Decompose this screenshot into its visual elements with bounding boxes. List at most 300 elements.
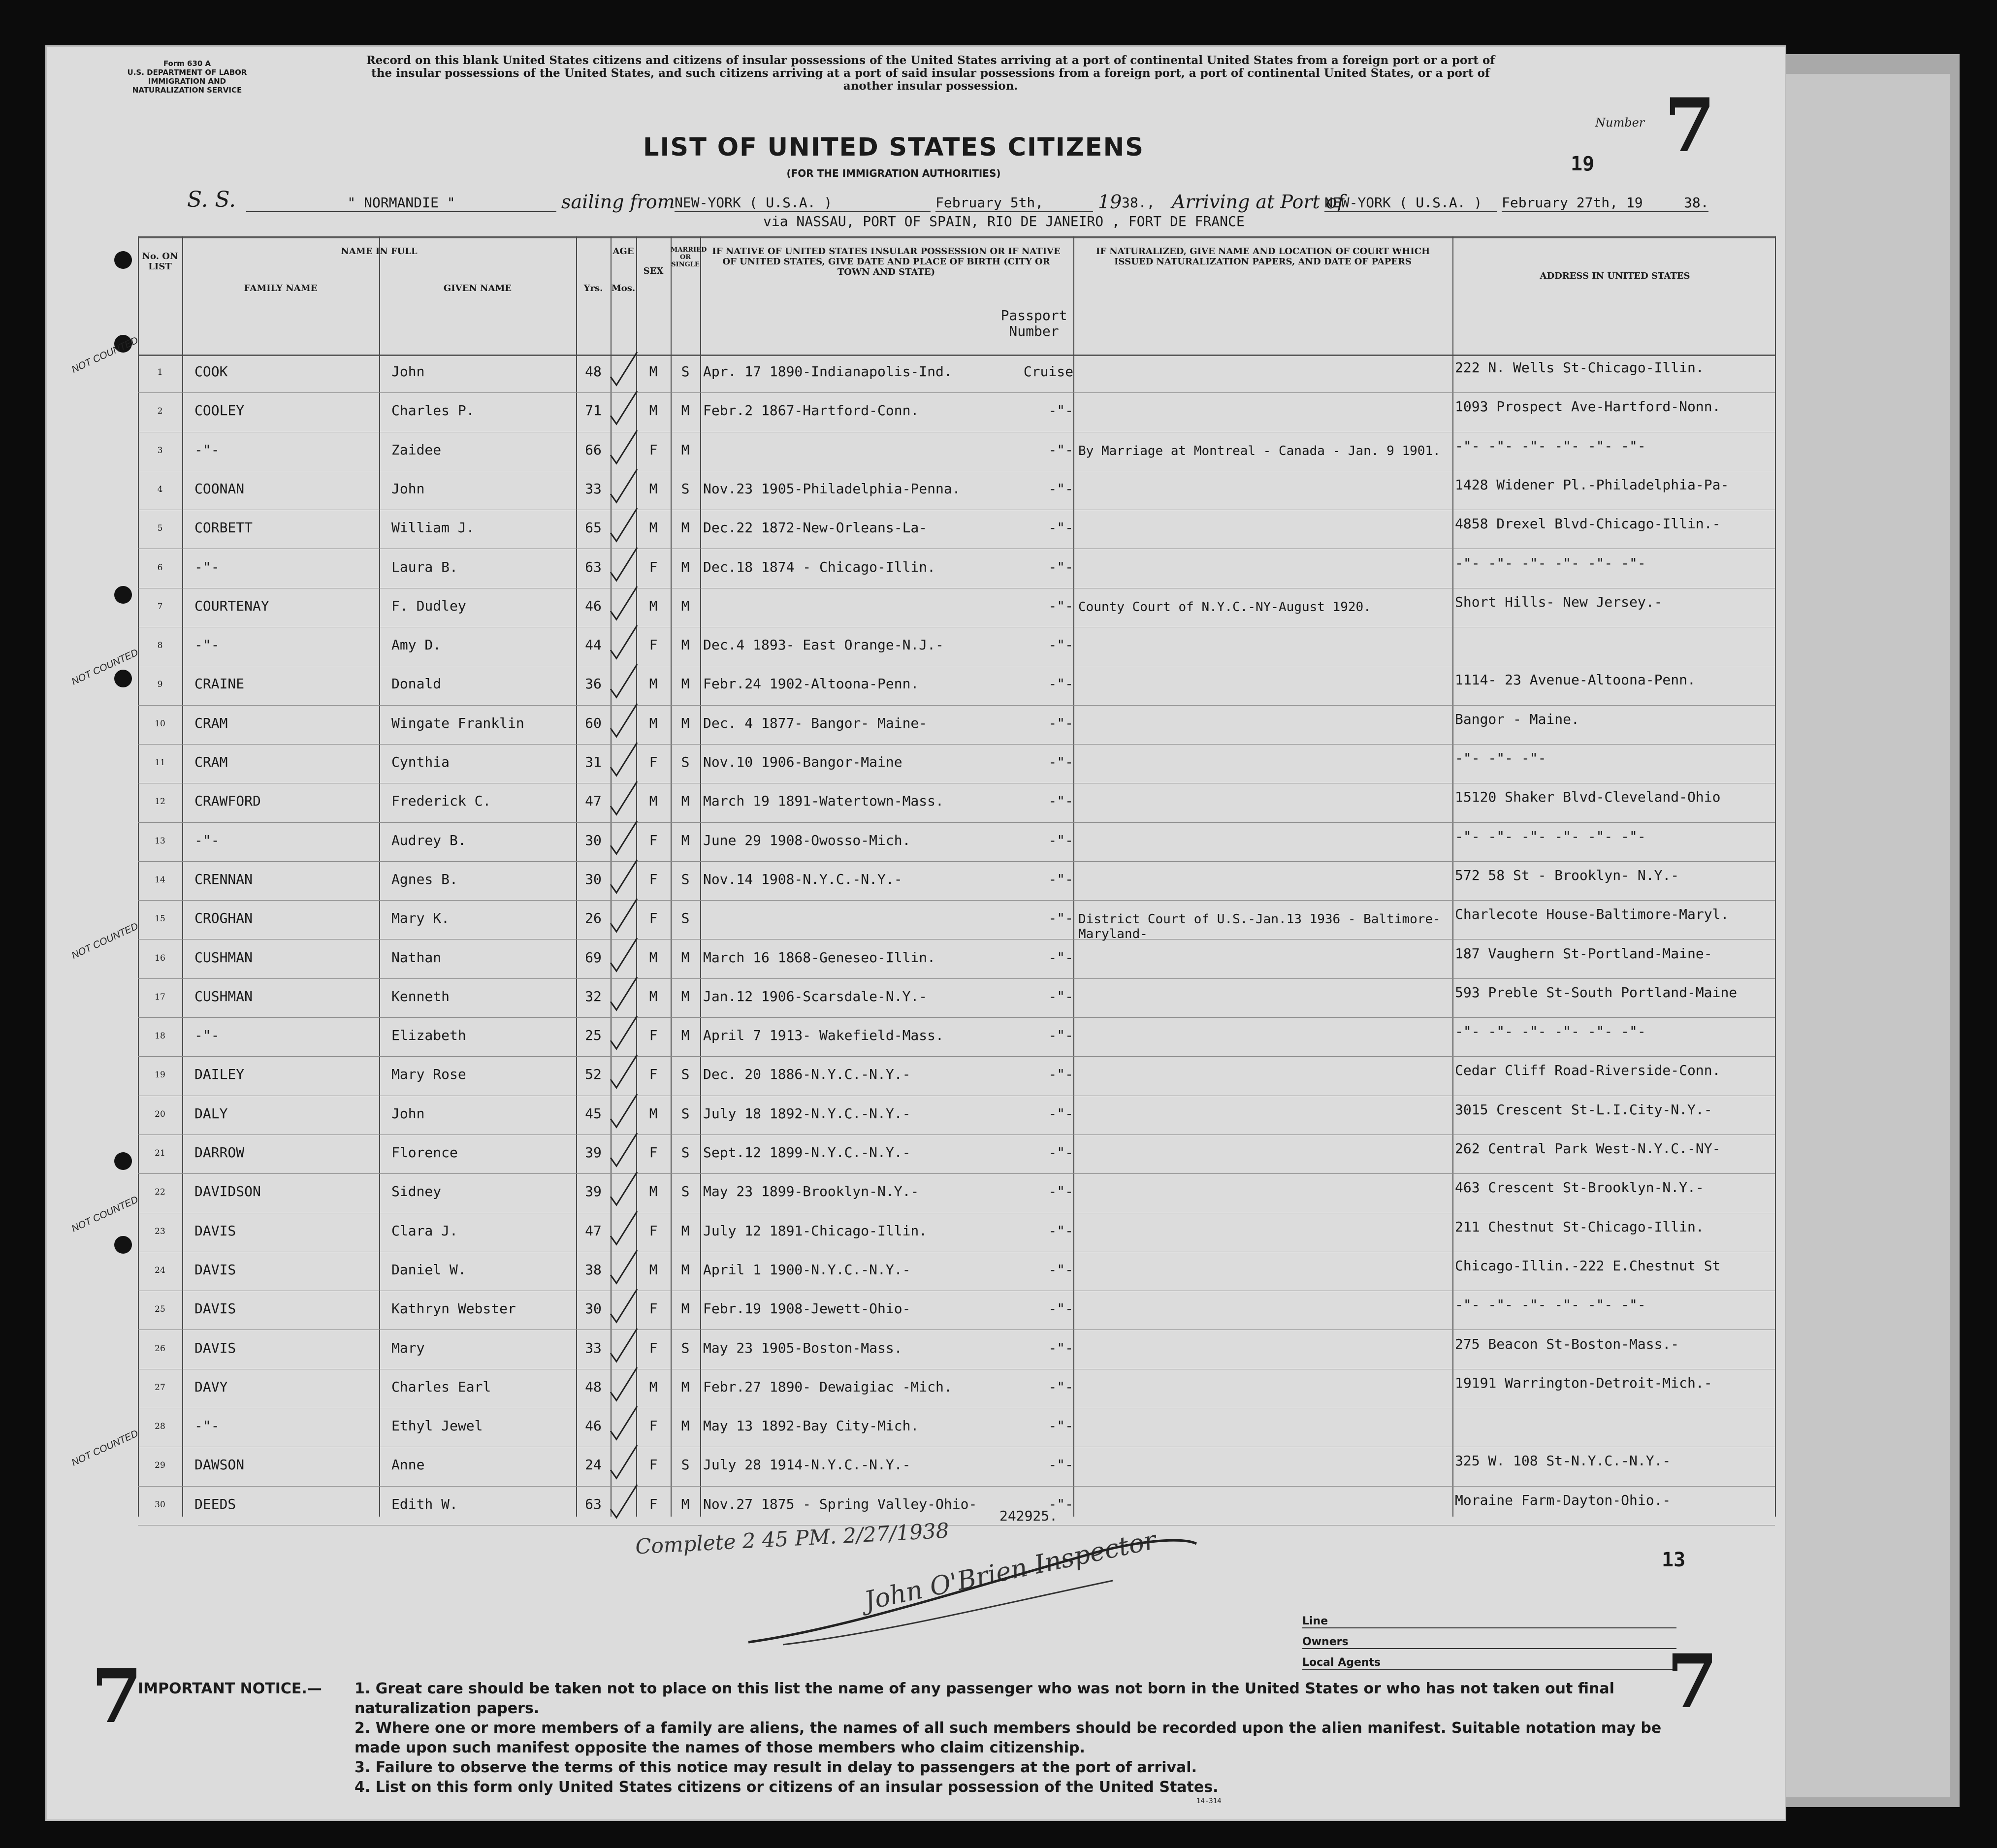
cell-ms: M: [681, 441, 690, 458]
cell-passport: -"-: [1048, 676, 1073, 692]
cell-birth: April 7 1913- Wakefield-Mass.: [703, 1027, 944, 1044]
table-rule: [138, 236, 1775, 238]
table-row: [0, 901, 1997, 940]
cell-addr: 262 Central Park West-N.Y.C.-NY-: [1455, 1140, 1721, 1157]
table-row: [0, 1018, 1997, 1057]
cell-no: 23: [155, 1226, 165, 1236]
table-row: [0, 1194, 1997, 1253]
cell-nat: District Court of U.S.-Jan.13 1936 - Baltimore-Maryland-: [1078, 912, 1441, 942]
cell-no: 8: [157, 641, 163, 651]
sailing-date: February 5th,: [935, 195, 1093, 212]
check-mark: [607, 1131, 641, 1170]
cell-birth: Jan.12 1906-Scarsdale-N.Y.-: [703, 988, 928, 1005]
cell-passport: -"-: [1048, 558, 1073, 575]
cell-addr: Moraine Farm-Dayton-Ohio.-: [1455, 1491, 1671, 1508]
cell-birth: Dec.4 1893- East Orange-N.J.-: [703, 637, 944, 653]
cell-family: CRAINE: [194, 676, 245, 692]
table-row: [0, 511, 1997, 550]
not-counted-note: NOT COUNTED: [70, 335, 140, 376]
cell-ms: S: [681, 1105, 690, 1122]
check-mark: [607, 545, 641, 584]
cell-birth: March 16 1868-Geneseo-Illin.: [703, 949, 936, 966]
cell-no: 11: [155, 758, 165, 768]
cell-addr: 275 Beacon St-Boston-Mass.-: [1455, 1335, 1679, 1352]
cell-ms: M: [681, 676, 690, 692]
cell-given: Laura B.: [391, 558, 458, 575]
cell-given: Mary: [391, 1339, 425, 1356]
cell-birth: July 28 1914-N.Y.C.-N.Y.-: [703, 1457, 911, 1473]
cell-given: Charles Earl: [391, 1378, 491, 1395]
cell-passport: -"-: [1048, 832, 1073, 848]
cell-no: 18: [155, 1031, 165, 1041]
cell-given: Elizabeth: [391, 1027, 466, 1044]
arriving-label: Arriving at Port of: [1172, 191, 1344, 213]
cell-passport: -"-: [1048, 1418, 1073, 1434]
cell-age: 30: [585, 832, 602, 848]
cell-ms: M: [681, 1261, 690, 1278]
cell-birth: Sept.12 1899-N.Y.C.-N.Y.-: [703, 1144, 911, 1161]
form-id-line: U.S. DEPARTMENT OF LABOR: [127, 68, 247, 77]
cell-passport: -"-: [1048, 480, 1073, 497]
cell-family: COONAN: [194, 480, 245, 497]
cell-ms: M: [681, 1495, 690, 1512]
cell-family: DALY: [194, 1105, 228, 1122]
owners-label: Owners: [1302, 1636, 1676, 1649]
cell-ms: S: [681, 480, 690, 497]
check-mark: [607, 936, 641, 975]
header-name: NAME IN FULL: [341, 246, 418, 257]
form-id-line: NATURALIZATION SERVICE: [132, 86, 242, 95]
cell-addr: 222 N. Wells St-Chicago-Illin.: [1455, 359, 1704, 376]
row-rule: [138, 900, 1775, 901]
cell-given: Wingate Franklin: [391, 714, 524, 731]
table-row: [0, 979, 1997, 1018]
cell-ms: S: [681, 1144, 690, 1161]
cell-passport: -"-: [1048, 1222, 1073, 1239]
not-counted-note: NOT COUNTED: [70, 1428, 140, 1469]
check-mark: [607, 1013, 641, 1053]
sailing-from-label: sailing from: [561, 191, 675, 213]
cell-birth: Febr.24 1902-Altoona-Penn.: [703, 676, 919, 692]
local-agents-label: Local Agents: [1302, 1656, 1676, 1670]
cell-ms: M: [681, 637, 690, 653]
cell-family: CROGHAN: [194, 910, 253, 927]
cell-age: 65: [585, 519, 602, 536]
cell-sex: M: [649, 363, 658, 380]
cell-family: COOK: [194, 363, 228, 380]
cell-no: 3: [157, 445, 163, 455]
cell-addr: 572 58 St - Brooklyn- N.Y.-: [1455, 867, 1679, 883]
cell-family: CRAWFORD: [194, 793, 261, 810]
notice-item: 1. Great care should be taken not to place on this list the name of any passenger who was not born in the United States or who has not taken out final naturalization papers.: [354, 1680, 1614, 1717]
cell-passport: -"-: [1048, 754, 1073, 770]
check-mark: [607, 701, 641, 741]
cell-sex: F: [649, 1027, 658, 1044]
cell-birth: Nov.23 1905-Philadelphia-Penna.: [703, 480, 961, 497]
cell-age: 52: [585, 1066, 602, 1083]
cell-addr: -"- -"- -"- -"- -"- -"-: [1455, 1023, 1646, 1040]
check-mark: [607, 1248, 641, 1287]
cell-birth: May 23 1905-Boston-Mass.: [703, 1339, 902, 1356]
arriving-date: February 27th, 19: [1502, 195, 1708, 212]
cell-sex: M: [649, 714, 658, 731]
cell-family: DAVIS: [194, 1339, 236, 1356]
cell-no: 22: [155, 1187, 165, 1198]
check-mark: [607, 1365, 641, 1404]
cell-passport: -"-: [1048, 793, 1073, 810]
cell-sex: M: [649, 988, 658, 1005]
cell-passport: -"-: [1048, 1105, 1073, 1122]
cell-no: 24: [155, 1265, 165, 1275]
table-row: [0, 1331, 1997, 1370]
cell-sex: M: [649, 1378, 658, 1395]
cell-no: 14: [155, 875, 165, 885]
cell-birth: July 18 1892-N.Y.C.-N.Y.-: [703, 1105, 911, 1122]
cell-addr: 4858 Drexel Blvd-Chicago-Illin.-: [1455, 516, 1721, 532]
cell-age: 36: [585, 676, 602, 692]
not-counted-note: NOT COUNTED: [70, 1194, 140, 1234]
cell-no: 16: [155, 953, 165, 963]
cell-birth: Dec.18 1874 - Chicago-Illin.: [703, 558, 936, 575]
cell-sex: F: [649, 441, 658, 458]
cell-given: Anne: [391, 1457, 425, 1473]
cell-addr: Short Hills- New Jersey.-: [1455, 593, 1663, 610]
cell-age: 31: [585, 754, 602, 770]
cell-ms: M: [681, 949, 690, 966]
cell-birth: Febr.19 1908-Jewett-Ohio-: [703, 1300, 911, 1317]
cell-sex: F: [649, 832, 658, 848]
row-rule: [138, 1017, 1775, 1018]
cell-addr: -"- -"- -"- -"- -"- -"-: [1455, 1297, 1646, 1313]
table-row: [0, 1428, 1997, 1487]
cell-sex: M: [649, 793, 658, 810]
cell-passport: -"-: [1048, 910, 1073, 927]
cell-given: Amy D.: [391, 637, 442, 653]
cell-family: COURTENAY: [194, 597, 269, 614]
cell-addr: 1114- 23 Avenue-Altoona-Penn.: [1455, 672, 1696, 688]
check-mark: [607, 1287, 641, 1326]
check-mark: [607, 623, 641, 662]
cell-passport: -"-: [1048, 1183, 1073, 1200]
cell-birth: July 12 1891-Chicago-Illin.: [703, 1222, 928, 1239]
cell-ms: M: [681, 597, 690, 614]
form-code: 14-314: [1196, 1797, 1222, 1805]
cell-sex: M: [649, 519, 658, 536]
check-mark: [607, 1209, 641, 1248]
arriving-port: NEW-YORK ( U.S.A. ): [1324, 195, 1497, 212]
cell-given: Mary Rose: [391, 1066, 466, 1083]
cell-passport: -"-: [1048, 714, 1073, 731]
notice-heading: IMPORTANT NOTICE.: [138, 1680, 307, 1697]
table-row: [0, 1057, 1997, 1096]
cell-birth: Dec. 4 1877- Bangor- Maine-: [703, 714, 928, 731]
check-mark: [607, 1482, 641, 1522]
cell-age: 30: [585, 1300, 602, 1317]
ship-name: " NORMANDIE ": [246, 195, 556, 212]
cell-sex: M: [649, 597, 658, 614]
cell-family: DARROW: [194, 1144, 245, 1161]
not-counted-note: NOT COUNTED: [70, 920, 140, 961]
cell-age: 46: [585, 1418, 602, 1434]
cell-given: Florence: [391, 1144, 458, 1161]
cell-addr: 1093 Prospect Ave-Hartford-Nonn.: [1455, 398, 1721, 415]
cell-passport: -"-: [1048, 1339, 1073, 1356]
cell-sex: F: [649, 1418, 658, 1434]
header-family: FAMILY NAME: [244, 283, 318, 293]
cell-ms: M: [681, 1378, 690, 1395]
header-given: GIVEN NAME: [443, 283, 512, 293]
cell-ms: S: [681, 1339, 690, 1356]
cell-sex: M: [649, 949, 658, 966]
cell-no: 30: [155, 1499, 165, 1510]
check-mark: [607, 1326, 641, 1365]
table-row: [0, 706, 1997, 745]
cell-family: DAVIS: [194, 1222, 236, 1239]
cell-family: CUSHMAN: [194, 988, 253, 1005]
cell-birth: Dec. 20 1886-N.Y.C.-N.Y.-: [703, 1066, 911, 1083]
cell-passport: -"-: [1048, 402, 1073, 419]
cell-ms: S: [681, 871, 690, 887]
cell-given: Donald: [391, 676, 442, 692]
cell-no: 19: [155, 1070, 165, 1080]
list-number-bottom-left: 7: [91, 1653, 143, 1740]
cell-given: Audrey B.: [391, 832, 466, 848]
cell-ms: M: [681, 558, 690, 575]
cell-family: CORBETT: [194, 519, 253, 536]
cell-sex: M: [649, 1183, 658, 1200]
cell-family: -"-: [194, 1027, 220, 1044]
table-row: [0, 862, 1997, 901]
header-yrs: Yrs.: [583, 283, 603, 293]
header-age: AGE: [612, 246, 634, 257]
cell-given: Kenneth: [391, 988, 450, 1005]
table-row: [0, 1253, 1997, 1292]
cell-addr: 3015 Crescent St-L.I.City-N.Y.-: [1455, 1101, 1712, 1118]
cell-no: 10: [155, 718, 165, 729]
cell-no: 25: [155, 1304, 165, 1315]
table-row: [0, 823, 1997, 862]
cell-passport: Cruise: [1023, 363, 1073, 380]
cell-given: John: [391, 363, 425, 380]
cell-passport: -"-: [1048, 637, 1073, 653]
cell-passport: -"-: [1048, 1300, 1073, 1317]
check-mark: [607, 740, 641, 779]
via-route: via NASSAU, PORT OF SPAIN, RIO DE JANEIRO , FORT DE FRANCE: [763, 213, 1245, 229]
cell-given: Ethyl Jewel: [391, 1418, 483, 1434]
cell-age: 39: [585, 1144, 602, 1161]
cell-ms: M: [681, 1418, 690, 1434]
cell-addr: Chicago-Illin.-222 E.Chestnut St: [1455, 1257, 1721, 1274]
cell-no: 20: [155, 1109, 165, 1119]
check-mark: [607, 1052, 641, 1092]
cell-birth: Dec.22 1872-New-Orleans-La-: [703, 519, 928, 536]
cell-birth: June 29 1908-Owosso-Mich.: [703, 832, 911, 848]
row-rule: [138, 822, 1775, 823]
cell-age: 38: [585, 1261, 602, 1278]
cell-sex: F: [649, 558, 658, 575]
punch-hole: [114, 251, 132, 269]
cell-age: 45: [585, 1105, 602, 1122]
table-row: [0, 589, 1997, 628]
header-naturalized: IF NATURALIZED, GIVE NAME AND LOCATION OF COURT WHICH ISSUED NATURALIZATION PAPERS, AND DATE OF PAPERS: [1095, 246, 1430, 267]
cell-no: 1: [157, 367, 163, 377]
row-rule: [138, 1486, 1775, 1487]
cell-passport: -"-: [1048, 1495, 1073, 1512]
cell-ms: S: [681, 910, 690, 927]
page-subtitle: (FOR THE IMMIGRATION AUTHORITIES): [786, 167, 1001, 179]
cell-passport: -"-: [1048, 1457, 1073, 1473]
cell-ms: S: [681, 754, 690, 770]
cell-passport: -"-: [1048, 1066, 1073, 1083]
cell-no: 2: [157, 406, 163, 417]
cell-nat: By Marriage at Montreal - Canada - Jan. 9 1901.: [1078, 443, 1441, 458]
cell-family: CRAM: [194, 714, 228, 731]
cell-age: 69: [585, 949, 602, 966]
cell-ms: M: [681, 519, 690, 536]
row-rule: [138, 744, 1775, 745]
number-label: Number: [1595, 116, 1645, 130]
ss-label: S. S.: [187, 187, 236, 212]
cell-sex: M: [649, 1261, 658, 1278]
cell-ms: M: [681, 988, 690, 1005]
cell-birth: Febr.2 1867-Hartford-Conn.: [703, 402, 919, 419]
table-row: [0, 647, 1997, 706]
cell-age: 63: [585, 1495, 602, 1512]
check-mark: [607, 818, 641, 858]
cell-passport: -"-: [1048, 597, 1073, 614]
row-rule: [138, 1329, 1775, 1330]
cell-sex: M: [649, 676, 658, 692]
cell-family: -"-: [194, 1418, 220, 1434]
header-married: MARRIED OR SINGLE: [671, 246, 707, 268]
cell-sex: M: [649, 402, 658, 419]
cell-passport: -"-: [1048, 949, 1073, 966]
cell-addr: 1428 Widener Pl.-Philadelphia-Pa-: [1455, 476, 1729, 493]
cell-given: John: [391, 1105, 425, 1122]
signature-flourish: [739, 1526, 1206, 1654]
table-row: [0, 1292, 1997, 1330]
table-row: [0, 433, 1997, 472]
check-mark: [607, 350, 641, 389]
notice-item: 4. List on this form only United States citizens or citizens of an insular possession of the United States.: [354, 1779, 1219, 1796]
cell-family: CRAM: [194, 754, 228, 770]
cell-sex: F: [649, 871, 658, 887]
cell-family: DAWSON: [194, 1457, 245, 1473]
form-id-line: IMMIGRATION AND: [148, 77, 226, 86]
cell-addr: -"- -"- -"-: [1455, 750, 1546, 766]
cell-addr: Cedar Cliff Road-Riverside-Conn.: [1455, 1062, 1721, 1079]
cell-birth: March 19 1891-Watertown-Mass.: [703, 793, 944, 810]
row-rule: [138, 1056, 1775, 1057]
table-row: [0, 1409, 1997, 1448]
cell-age: 48: [585, 363, 602, 380]
cell-age: 39: [585, 1183, 602, 1200]
cell-addr: 187 Vaughern St-Portland-Maine-: [1455, 945, 1712, 962]
check-mark: [607, 506, 641, 545]
table-row: [0, 745, 1997, 784]
cell-age: 44: [585, 637, 602, 653]
check-mark: [607, 467, 641, 506]
cell-given: Clara J.: [391, 1222, 458, 1239]
cell-addr: -"- -"- -"- -"- -"- -"-: [1455, 437, 1646, 454]
cell-age: 25: [585, 1027, 602, 1044]
cell-birth: May 13 1892-Bay City-Mich.: [703, 1418, 919, 1434]
cell-ms: M: [681, 1222, 690, 1239]
notice-item: 2. Where one or more members of a family are aliens, the names of all such members should be recorded upon the alien manifest. Suitable notation may be made upon such manifest opposite the names of those members who claim citizenship.: [354, 1719, 1662, 1756]
table-row: [0, 1174, 1997, 1213]
cell-family: CRENNAN: [194, 871, 253, 887]
row-rule: [138, 1173, 1775, 1174]
cell-given: Kathryn Webster: [391, 1300, 516, 1317]
check-mark: [607, 896, 641, 936]
cell-family: -"-: [194, 637, 220, 653]
check-mark: [607, 584, 641, 623]
important-notice: IMPORTANT NOTICE.— 1. Great care should be taken not to place on this list the name of any passenger who was not born in the United States or who has not taken out final naturalization papers. 2. Where one or more members of a family are aliens, the names of all such members should be recorded upon the alien manifest. Suitable notation may be made upon such manifest opposite the names of those members who claim citizenship. 3. Failure to observe the terms of this notice may result in delay to passengers at the port of arrival. 4. List on this form only United States citizens or citizens of an insular possession of the United States.: [138, 1679, 1664, 1797]
cell-birth: Nov.27 1875 - Spring Valley-Ohio-: [703, 1495, 977, 1512]
cell-age: 63: [585, 558, 602, 575]
cell-addr: 325 W. 108 St-N.Y.C.-N.Y.-: [1455, 1453, 1671, 1469]
sheet-number: 13: [1662, 1549, 1686, 1571]
table-row: [0, 1097, 1997, 1135]
list-number-bottom-right: 7: [1667, 1638, 1718, 1725]
row-rule: [138, 705, 1775, 706]
check-mark: [607, 1443, 641, 1482]
cell-ms: S: [681, 1183, 690, 1200]
cell-passport: -"-: [1048, 519, 1073, 536]
cell-addr: Bangor - Maine.: [1455, 711, 1579, 727]
check-mark: [607, 428, 641, 467]
check-mark: [607, 1092, 641, 1131]
cell-family: DAVIDSON: [194, 1183, 261, 1200]
cell-ms: S: [681, 1066, 690, 1083]
cell-nat: County Court of N.Y.C.-NY-August 1920.: [1078, 599, 1371, 615]
cell-no: 5: [157, 523, 163, 534]
cell-sex: F: [649, 754, 658, 770]
cell-no: 6: [157, 562, 163, 573]
cell-age: 33: [585, 480, 602, 497]
cell-no: 4: [157, 484, 163, 494]
cell-age: 30: [585, 871, 602, 887]
header-mos: Mos.: [611, 283, 636, 293]
cell-addr: 19191 Warrington-Detroit-Mich.-: [1455, 1374, 1712, 1391]
cell-given: Zaidee: [391, 441, 442, 458]
page-title: LIST OF UNITED STATES CITIZENS: [643, 133, 1145, 162]
cell-given: William J.: [391, 519, 475, 536]
inspector-signature: John O'Brien Inspector: [862, 1525, 1159, 1617]
check-mark: [607, 1169, 641, 1209]
check-mark: [607, 974, 641, 1014]
cell-given: Daniel W.: [391, 1261, 466, 1278]
check-mark: [607, 1404, 641, 1443]
cell-no: 29: [155, 1460, 165, 1471]
cell-family: CUSHMAN: [194, 949, 253, 966]
cell-passport: -"-: [1048, 1261, 1073, 1278]
header-no: No. ON LIST: [142, 251, 178, 272]
notice-item: 3. Failure to observe the terms of this notice may result in delay to passengers at the port of arrival.: [354, 1759, 1197, 1776]
cell-ms: M: [681, 793, 690, 810]
cell-ms: S: [681, 1457, 690, 1473]
cell-sex: F: [649, 1457, 658, 1473]
header-sex: SEX: [643, 266, 664, 276]
cell-family: -"-: [194, 441, 220, 458]
cell-sex: F: [649, 910, 658, 927]
cell-passport: -"-: [1048, 1144, 1073, 1161]
cell-age: 32: [585, 988, 602, 1005]
intro-text: Record on this blank United States citizens and citizens of insular possessions of the United States arriving at a port of continental United States from a foreign port or a port of the insular possessions of the United States, and such citizens arriving at a port of said insular possessions from a foreign port, a port of continental United States, or a port of another insular possession.: [366, 54, 1495, 93]
cell-given: F. Dudley: [391, 597, 466, 614]
cell-no: 26: [155, 1343, 165, 1354]
cell-birth: May 23 1899-Brooklyn-N.Y.-: [703, 1183, 919, 1200]
